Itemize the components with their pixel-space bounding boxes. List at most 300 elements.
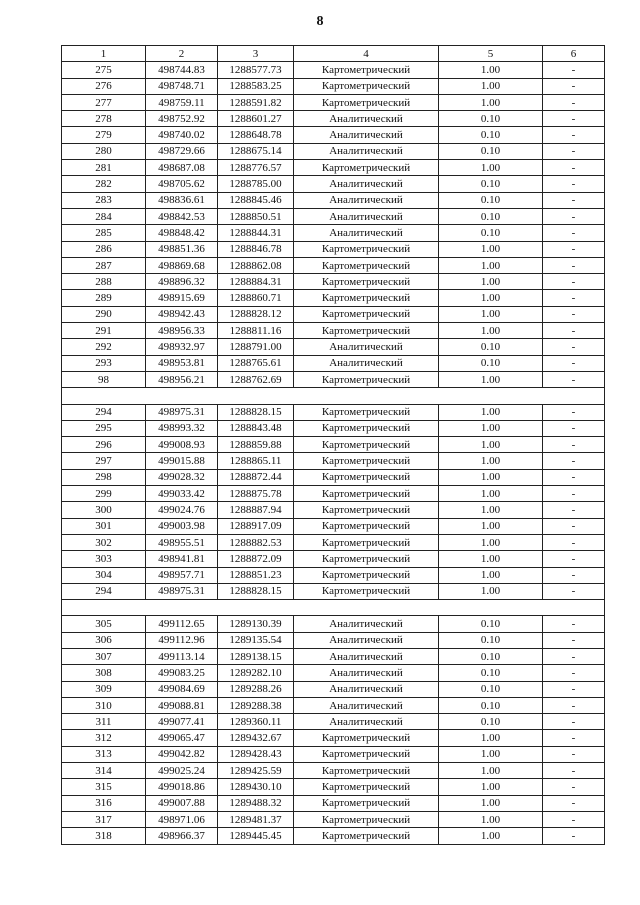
cell-x-coordinate: 498971.06 bbox=[146, 811, 218, 827]
cell-accuracy: 1.00 bbox=[439, 78, 543, 94]
cell-method bbox=[294, 600, 439, 616]
cell-y-coordinate: 1288765.61 bbox=[218, 355, 294, 371]
cell-x-coordinate: 499033.42 bbox=[146, 486, 218, 502]
cell-y-coordinate: 1288884.31 bbox=[218, 274, 294, 290]
cell-x-coordinate: 498896.32 bbox=[146, 274, 218, 290]
cell-method: Аналитический bbox=[294, 111, 439, 127]
cell-note: - bbox=[543, 290, 605, 306]
cell-y-coordinate: 1288872.09 bbox=[218, 551, 294, 567]
table-row bbox=[62, 746, 605, 762]
table-row bbox=[62, 681, 605, 697]
cell-accuracy: 0.10 bbox=[439, 697, 543, 713]
cell-method: Картометрический bbox=[294, 437, 439, 453]
cell-y-coordinate: 1289282.10 bbox=[218, 665, 294, 681]
coordinates-table bbox=[61, 45, 605, 845]
cell-accuracy: 0.10 bbox=[439, 176, 543, 192]
table-row bbox=[62, 208, 605, 224]
cell-x-coordinate: 499077.41 bbox=[146, 714, 218, 730]
table-row bbox=[62, 323, 605, 339]
cell-accuracy: 1.00 bbox=[439, 404, 543, 420]
cell-y-coordinate: 1288601.27 bbox=[218, 111, 294, 127]
cell-method: Аналитический bbox=[294, 632, 439, 648]
cell-method: Картометрический bbox=[294, 518, 439, 534]
cell-note: - bbox=[543, 192, 605, 208]
header-col-1: 1 bbox=[62, 46, 146, 62]
cell-y-coordinate: 1289430.10 bbox=[218, 779, 294, 795]
cell-note: - bbox=[543, 551, 605, 567]
cell-y-coordinate: 1288844.31 bbox=[218, 225, 294, 241]
cell-x-coordinate: 499008.93 bbox=[146, 437, 218, 453]
cell-method: Картометрический bbox=[294, 469, 439, 485]
cell-accuracy: 1.00 bbox=[439, 323, 543, 339]
cell-point-number: 306 bbox=[62, 632, 146, 648]
cell-point-number: 292 bbox=[62, 339, 146, 355]
cell-y-coordinate: 1288785.00 bbox=[218, 176, 294, 192]
cell-accuracy: 1.00 bbox=[439, 453, 543, 469]
cell-method: Аналитический bbox=[294, 339, 439, 355]
table-row bbox=[62, 111, 605, 127]
cell-x-coordinate: 499112.96 bbox=[146, 632, 218, 648]
cell-note: - bbox=[543, 665, 605, 681]
cell-note: - bbox=[543, 241, 605, 257]
cell-accuracy: 1.00 bbox=[439, 567, 543, 583]
cell-point-number: 294 bbox=[62, 583, 146, 599]
cell-y-coordinate: 1288917.09 bbox=[218, 518, 294, 534]
cell-x-coordinate: 499024.76 bbox=[146, 502, 218, 518]
cell-accuracy: 1.00 bbox=[439, 502, 543, 518]
cell-point-number: 287 bbox=[62, 257, 146, 273]
cell-method: Картометрический bbox=[294, 811, 439, 827]
table-row bbox=[62, 779, 605, 795]
cell-method bbox=[294, 388, 439, 404]
cell-method: Аналитический bbox=[294, 143, 439, 159]
cell-accuracy bbox=[439, 600, 543, 616]
cell-y-coordinate bbox=[218, 600, 294, 616]
table-row bbox=[62, 160, 605, 176]
header-col-3: 3 bbox=[218, 46, 294, 62]
table-row bbox=[62, 616, 605, 632]
cell-note: - bbox=[543, 355, 605, 371]
cell-method: Картометрический bbox=[294, 404, 439, 420]
cell-y-coordinate: 1289135.54 bbox=[218, 632, 294, 648]
header-col-4: 4 bbox=[294, 46, 439, 62]
cell-y-coordinate bbox=[218, 388, 294, 404]
cell-method: Аналитический bbox=[294, 225, 439, 241]
cell-accuracy: 1.00 bbox=[439, 241, 543, 257]
cell-note: - bbox=[543, 111, 605, 127]
cell-x-coordinate: 499003.98 bbox=[146, 518, 218, 534]
cell-x-coordinate: 498915.69 bbox=[146, 290, 218, 306]
cell-y-coordinate: 1289130.39 bbox=[218, 616, 294, 632]
cell-x-coordinate: 498752.92 bbox=[146, 111, 218, 127]
cell-method: Аналитический bbox=[294, 616, 439, 632]
table-row bbox=[62, 290, 605, 306]
cell-accuracy: 1.00 bbox=[439, 290, 543, 306]
cell-note: - bbox=[543, 828, 605, 844]
cell-note: - bbox=[543, 534, 605, 550]
cell-method: Картометрический bbox=[294, 795, 439, 811]
table-row bbox=[62, 192, 605, 208]
cell-accuracy: 0.10 bbox=[439, 632, 543, 648]
cell-note: - bbox=[543, 274, 605, 290]
cell-accuracy: 1.00 bbox=[439, 518, 543, 534]
table-row bbox=[62, 143, 605, 159]
cell-x-coordinate: 498740.02 bbox=[146, 127, 218, 143]
cell-point-number: 314 bbox=[62, 763, 146, 779]
cell-y-coordinate: 1288859.88 bbox=[218, 437, 294, 453]
table-row bbox=[62, 78, 605, 94]
cell-y-coordinate: 1288862.08 bbox=[218, 257, 294, 273]
cell-note: - bbox=[543, 763, 605, 779]
cell-method: Аналитический bbox=[294, 665, 439, 681]
cell-x-coordinate: 498851.36 bbox=[146, 241, 218, 257]
table-row bbox=[62, 730, 605, 746]
cell-x-coordinate: 498975.31 bbox=[146, 404, 218, 420]
cell-point-number: 307 bbox=[62, 648, 146, 664]
cell-y-coordinate: 1288875.78 bbox=[218, 486, 294, 502]
cell-note: - bbox=[543, 371, 605, 387]
cell-point-number: 301 bbox=[62, 518, 146, 534]
cell-point-number: 310 bbox=[62, 697, 146, 713]
cell-x-coordinate: 499042.82 bbox=[146, 746, 218, 762]
cell-accuracy: 1.00 bbox=[439, 779, 543, 795]
cell-x-coordinate: 498956.21 bbox=[146, 371, 218, 387]
cell-note: - bbox=[543, 257, 605, 273]
cell-method: Картометрический bbox=[294, 486, 439, 502]
cell-note: - bbox=[543, 697, 605, 713]
cell-y-coordinate: 1288762.69 bbox=[218, 371, 294, 387]
cell-accuracy: 1.00 bbox=[439, 94, 543, 110]
cell-y-coordinate: 1288828.12 bbox=[218, 306, 294, 322]
cell-note: - bbox=[543, 795, 605, 811]
cell-method: Аналитический bbox=[294, 208, 439, 224]
cell-note: - bbox=[543, 62, 605, 78]
cell-note: - bbox=[543, 518, 605, 534]
cell-point-number: 309 bbox=[62, 681, 146, 697]
cell-accuracy: 0.10 bbox=[439, 192, 543, 208]
cell-x-coordinate: 498955.51 bbox=[146, 534, 218, 550]
cell-note: - bbox=[543, 143, 605, 159]
cell-accuracy: 1.00 bbox=[439, 746, 543, 762]
cell-accuracy: 0.10 bbox=[439, 681, 543, 697]
cell-x-coordinate: 498942.43 bbox=[146, 306, 218, 322]
cell-method: Аналитический bbox=[294, 176, 439, 192]
cell-point-number: 283 bbox=[62, 192, 146, 208]
cell-method: Картометрический bbox=[294, 290, 439, 306]
cell-accuracy: 0.10 bbox=[439, 355, 543, 371]
table-header-row bbox=[62, 46, 605, 62]
cell-accuracy: 1.00 bbox=[439, 257, 543, 273]
cell-y-coordinate: 1288882.53 bbox=[218, 534, 294, 550]
cell-method: Картометрический bbox=[294, 94, 439, 110]
cell-method: Аналитический bbox=[294, 681, 439, 697]
cell-x-coordinate: 498956.33 bbox=[146, 323, 218, 339]
cell-note: - bbox=[543, 583, 605, 599]
cell-accuracy: 1.00 bbox=[439, 160, 543, 176]
cell-note: - bbox=[543, 437, 605, 453]
cell-point-number: 298 bbox=[62, 469, 146, 485]
table-row bbox=[62, 600, 605, 616]
cell-accuracy: 1.00 bbox=[439, 437, 543, 453]
cell-y-coordinate: 1288776.57 bbox=[218, 160, 294, 176]
table-row bbox=[62, 241, 605, 257]
cell-accuracy: 1.00 bbox=[439, 763, 543, 779]
cell-method: Картометрический bbox=[294, 746, 439, 762]
cell-y-coordinate: 1288583.25 bbox=[218, 78, 294, 94]
cell-x-coordinate: 498842.53 bbox=[146, 208, 218, 224]
header-col-6: 6 bbox=[543, 46, 605, 62]
table-row bbox=[62, 127, 605, 143]
cell-accuracy: 1.00 bbox=[439, 371, 543, 387]
table-row bbox=[62, 94, 605, 110]
cell-y-coordinate: 1289428.43 bbox=[218, 746, 294, 762]
cell-note: - bbox=[543, 420, 605, 436]
cell-point-number: 290 bbox=[62, 306, 146, 322]
cell-y-coordinate: 1289488.32 bbox=[218, 795, 294, 811]
cell-note: - bbox=[543, 648, 605, 664]
cell-method: Картометрический bbox=[294, 274, 439, 290]
cell-point-number: 300 bbox=[62, 502, 146, 518]
table-row bbox=[62, 567, 605, 583]
cell-method: Картометрический bbox=[294, 371, 439, 387]
cell-y-coordinate: 1288865.11 bbox=[218, 453, 294, 469]
cell-y-coordinate: 1288577.73 bbox=[218, 62, 294, 78]
table-row bbox=[62, 648, 605, 664]
cell-accuracy: 1.00 bbox=[439, 62, 543, 78]
cell-accuracy: 0.10 bbox=[439, 648, 543, 664]
cell-x-coordinate: 498705.62 bbox=[146, 176, 218, 192]
cell-note: - bbox=[543, 453, 605, 469]
cell-point-number: 281 bbox=[62, 160, 146, 176]
cell-note: - bbox=[543, 225, 605, 241]
cell-method: Картометрический bbox=[294, 763, 439, 779]
cell-note bbox=[543, 600, 605, 616]
cell-accuracy: 1.00 bbox=[439, 828, 543, 844]
cell-accuracy: 0.10 bbox=[439, 127, 543, 143]
table-row bbox=[62, 388, 605, 404]
cell-method: Картометрический bbox=[294, 828, 439, 844]
cell-accuracy: 1.00 bbox=[439, 795, 543, 811]
cell-accuracy: 0.10 bbox=[439, 339, 543, 355]
cell-note: - bbox=[543, 404, 605, 420]
cell-note: - bbox=[543, 323, 605, 339]
table-row bbox=[62, 404, 605, 420]
cell-y-coordinate: 1288811.16 bbox=[218, 323, 294, 339]
cell-x-coordinate bbox=[146, 388, 218, 404]
table-row bbox=[62, 632, 605, 648]
cell-y-coordinate: 1288850.51 bbox=[218, 208, 294, 224]
table-row bbox=[62, 486, 605, 502]
cell-method: Аналитический bbox=[294, 127, 439, 143]
cell-y-coordinate: 1288851.23 bbox=[218, 567, 294, 583]
table-row bbox=[62, 828, 605, 844]
cell-x-coordinate: 499113.14 bbox=[146, 648, 218, 664]
cell-accuracy: 0.10 bbox=[439, 225, 543, 241]
table-body bbox=[62, 62, 605, 844]
cell-point-number: 315 bbox=[62, 779, 146, 795]
cell-point-number: 282 bbox=[62, 176, 146, 192]
cell-y-coordinate: 1288845.46 bbox=[218, 192, 294, 208]
cell-x-coordinate: 499084.69 bbox=[146, 681, 218, 697]
table-row bbox=[62, 355, 605, 371]
cell-point-number: 297 bbox=[62, 453, 146, 469]
cell-note: - bbox=[543, 502, 605, 518]
cell-x-coordinate: 499112.65 bbox=[146, 616, 218, 632]
cell-x-coordinate: 498953.81 bbox=[146, 355, 218, 371]
table-row bbox=[62, 339, 605, 355]
table-row bbox=[62, 274, 605, 290]
cell-point-number bbox=[62, 600, 146, 616]
cell-accuracy: 1.00 bbox=[439, 306, 543, 322]
cell-point-number: 299 bbox=[62, 486, 146, 502]
cell-accuracy: 1.00 bbox=[439, 534, 543, 550]
cell-point-number: 284 bbox=[62, 208, 146, 224]
cell-y-coordinate: 1289138.15 bbox=[218, 648, 294, 664]
cell-x-coordinate: 498687.08 bbox=[146, 160, 218, 176]
cell-method: Картометрический bbox=[294, 567, 439, 583]
cell-y-coordinate: 1289360.11 bbox=[218, 714, 294, 730]
table-row bbox=[62, 534, 605, 550]
table-row bbox=[62, 453, 605, 469]
cell-x-coordinate: 498932.97 bbox=[146, 339, 218, 355]
cell-accuracy: 0.10 bbox=[439, 665, 543, 681]
cell-point-number: 313 bbox=[62, 746, 146, 762]
cell-point-number: 312 bbox=[62, 730, 146, 746]
cell-method: Аналитический bbox=[294, 192, 439, 208]
cell-point-number: 286 bbox=[62, 241, 146, 257]
cell-note: - bbox=[543, 94, 605, 110]
table-row bbox=[62, 502, 605, 518]
cell-point-number: 98 bbox=[62, 371, 146, 387]
cell-point-number: 289 bbox=[62, 290, 146, 306]
cell-x-coordinate: 498957.71 bbox=[146, 567, 218, 583]
cell-point-number: 275 bbox=[62, 62, 146, 78]
cell-point-number: 294 bbox=[62, 404, 146, 420]
header-col-2: 2 bbox=[146, 46, 218, 62]
cell-method: Картометрический bbox=[294, 62, 439, 78]
cell-y-coordinate: 1288872.44 bbox=[218, 469, 294, 485]
cell-method: Картометрический bbox=[294, 257, 439, 273]
cell-y-coordinate: 1288791.00 bbox=[218, 339, 294, 355]
cell-y-coordinate: 1289481.37 bbox=[218, 811, 294, 827]
cell-x-coordinate: 499088.81 bbox=[146, 697, 218, 713]
cell-y-coordinate: 1288675.14 bbox=[218, 143, 294, 159]
table-row bbox=[62, 763, 605, 779]
cell-x-coordinate: 498729.66 bbox=[146, 143, 218, 159]
table-row bbox=[62, 714, 605, 730]
cell-accuracy: 0.10 bbox=[439, 616, 543, 632]
cell-y-coordinate: 1288828.15 bbox=[218, 583, 294, 599]
cell-note: - bbox=[543, 78, 605, 94]
cell-point-number: 302 bbox=[62, 534, 146, 550]
table-row bbox=[62, 469, 605, 485]
cell-point-number: 303 bbox=[62, 551, 146, 567]
cell-x-coordinate: 498848.42 bbox=[146, 225, 218, 241]
cell-point-number: 280 bbox=[62, 143, 146, 159]
table-row bbox=[62, 420, 605, 436]
cell-point-number: 278 bbox=[62, 111, 146, 127]
cell-y-coordinate: 1289445.45 bbox=[218, 828, 294, 844]
cell-method: Картометрический bbox=[294, 730, 439, 746]
cell-y-coordinate: 1288846.78 bbox=[218, 241, 294, 257]
cell-x-coordinate: 498941.81 bbox=[146, 551, 218, 567]
cell-note: - bbox=[543, 730, 605, 746]
cell-x-coordinate: 499028.32 bbox=[146, 469, 218, 485]
cell-note: - bbox=[543, 306, 605, 322]
cell-x-coordinate: 499025.24 bbox=[146, 763, 218, 779]
cell-method: Аналитический bbox=[294, 648, 439, 664]
cell-x-coordinate: 499065.47 bbox=[146, 730, 218, 746]
cell-point-number: 304 bbox=[62, 567, 146, 583]
cell-method: Картометрический bbox=[294, 420, 439, 436]
cell-point-number: 277 bbox=[62, 94, 146, 110]
cell-method: Картометрический bbox=[294, 502, 439, 518]
cell-y-coordinate: 1288591.82 bbox=[218, 94, 294, 110]
table-row bbox=[62, 437, 605, 453]
cell-point-number: 288 bbox=[62, 274, 146, 290]
cell-x-coordinate: 499018.86 bbox=[146, 779, 218, 795]
cell-note: - bbox=[543, 779, 605, 795]
cell-method: Аналитический bbox=[294, 697, 439, 713]
cell-x-coordinate: 498748.71 bbox=[146, 78, 218, 94]
cell-accuracy: 1.00 bbox=[439, 551, 543, 567]
cell-y-coordinate: 1289288.38 bbox=[218, 697, 294, 713]
cell-point-number: 308 bbox=[62, 665, 146, 681]
table-row bbox=[62, 795, 605, 811]
cell-method: Картометрический bbox=[294, 534, 439, 550]
cell-point-number: 311 bbox=[62, 714, 146, 730]
cell-note: - bbox=[543, 486, 605, 502]
table-row bbox=[62, 225, 605, 241]
cell-method: Картометрический bbox=[294, 551, 439, 567]
cell-accuracy: 1.00 bbox=[439, 730, 543, 746]
cell-x-coordinate: 498744.83 bbox=[146, 62, 218, 78]
cell-point-number: 296 bbox=[62, 437, 146, 453]
cell-x-coordinate: 499015.88 bbox=[146, 453, 218, 469]
cell-method: Аналитический bbox=[294, 355, 439, 371]
cell-y-coordinate: 1289425.59 bbox=[218, 763, 294, 779]
cell-y-coordinate: 1289432.67 bbox=[218, 730, 294, 746]
cell-y-coordinate: 1288860.71 bbox=[218, 290, 294, 306]
cell-x-coordinate: 498975.31 bbox=[146, 583, 218, 599]
cell-accuracy bbox=[439, 388, 543, 404]
cell-accuracy: 0.10 bbox=[439, 111, 543, 127]
cell-note: - bbox=[543, 632, 605, 648]
cell-point-number: 293 bbox=[62, 355, 146, 371]
cell-point-number: 279 bbox=[62, 127, 146, 143]
cell-point-number: 317 bbox=[62, 811, 146, 827]
table-row bbox=[62, 257, 605, 273]
cell-x-coordinate: 498993.32 bbox=[146, 420, 218, 436]
cell-method: Картометрический bbox=[294, 78, 439, 94]
cell-accuracy: 1.00 bbox=[439, 811, 543, 827]
cell-method: Картометрический bbox=[294, 779, 439, 795]
cell-x-coordinate: 498966.37 bbox=[146, 828, 218, 844]
cell-note: - bbox=[543, 469, 605, 485]
cell-x-coordinate: 498869.68 bbox=[146, 257, 218, 273]
cell-note: - bbox=[543, 160, 605, 176]
cell-method: Картометрический bbox=[294, 160, 439, 176]
table-row bbox=[62, 518, 605, 534]
cell-note: - bbox=[543, 681, 605, 697]
table-row bbox=[62, 371, 605, 387]
cell-y-coordinate: 1288648.78 bbox=[218, 127, 294, 143]
table-row bbox=[62, 697, 605, 713]
cell-y-coordinate: 1288887.94 bbox=[218, 502, 294, 518]
table-row bbox=[62, 583, 605, 599]
cell-x-coordinate: 499007.88 bbox=[146, 795, 218, 811]
cell-accuracy: 0.10 bbox=[439, 208, 543, 224]
